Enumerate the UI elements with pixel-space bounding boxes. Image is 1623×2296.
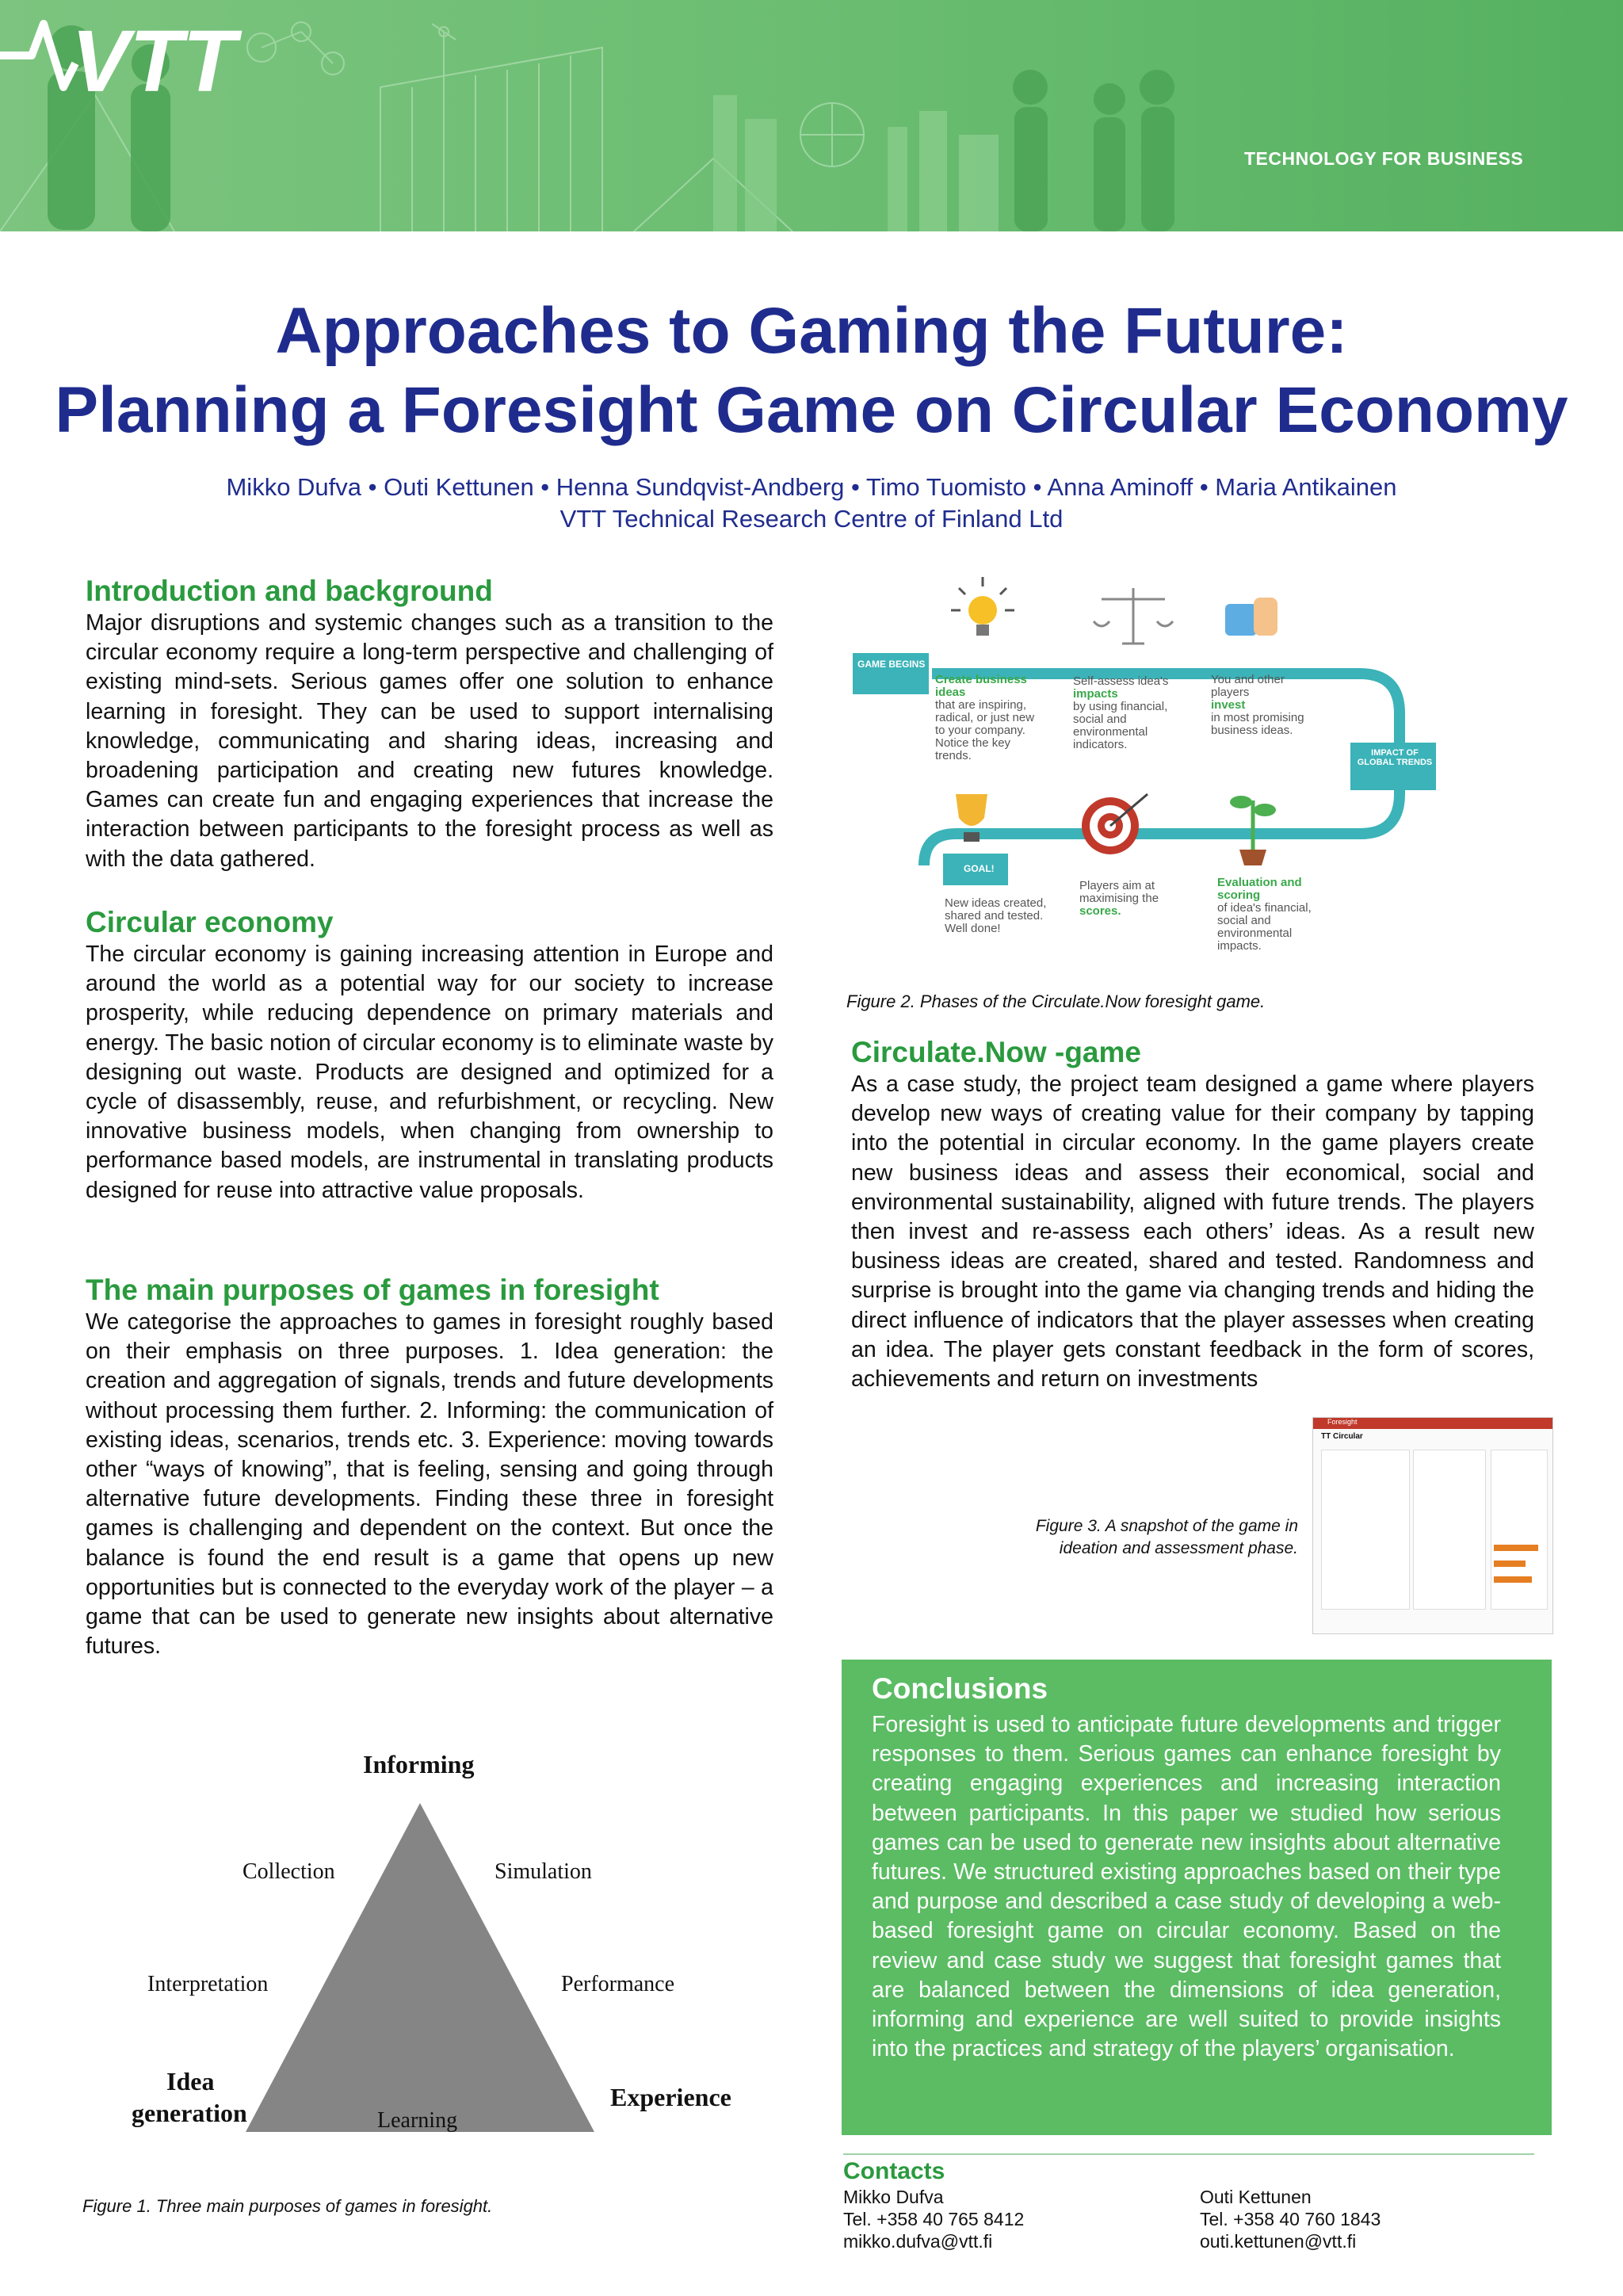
edge-learning: Learning — [377, 2108, 458, 2133]
contact-2: Outi Kettunen Tel. +358 40 760 1843 outi.kettunen@vtt.fi — [1200, 2187, 1381, 2252]
conclusions-box — [842, 1660, 1552, 2135]
vertex-experience: Experience — [610, 2083, 731, 2111]
figure3-caption: Figure 3. A snapshot of the game in ideation and assessment phase. — [1035, 1517, 1298, 1557]
goal-label: GOAL! — [964, 863, 995, 874]
step2: Self-assess idea's impacts by using financial, social and environmental indicators. — [1073, 674, 1169, 751]
svg-text:VTT: VTT — [71, 13, 236, 110]
contact-1: Mikko Dufva Tel. +358 40 765 8412 mikko.dufva@vtt.fi — [843, 2187, 1025, 2252]
affiliation: VTT Technical Research Centre of Finland Ltd — [559, 505, 1064, 533]
figure3-screenshot: Foresight TT Circular — [1312, 1417, 1553, 1634]
edge-performance: Performance — [561, 1972, 675, 1996]
step3: You and other players invest in most promising business ideas. — [1211, 673, 1304, 737]
game-heading: Circulate.Now -game — [851, 1036, 1141, 1068]
figure1-caption: Figure 1. Three main purposes of games in foresight. — [82, 2196, 493, 2216]
purposes-heading: The main purposes of games in foresight — [86, 1274, 659, 1306]
circular-heading: Circular economy — [86, 906, 334, 938]
authors: Mikko Dufva • Outi Kettunen • Henna Sundqvist-Andberg • Timo Tuomisto • Anna Aminoff • Maria Antikainen — [226, 473, 1397, 501]
edge-collection: Collection — [242, 1859, 335, 1884]
game-begins-label: GAME BEGINS — [857, 659, 926, 670]
contacts-divider — [843, 2153, 1534, 2155]
game-text: As a case study, the project team designed a game where players develop new ways of creating value for their company by tapping into the potential in circular economy. In the game players create new business ideas and assess their economical, social and environmental sustainability, aligned with future trends. The players then invest and re-assess each others’ ideas. As a result new business ideas are created, shared and tested. Randomness and surprise is brought into the game via changing trends and hiding the direct influence of indicators that the player assesses when creating an idea. The player gets constant feedback in the form of scores, achievements and return on investments — [851, 1072, 1534, 1392]
title-line-1: Approaches to Gaming the Future: — [275, 295, 1348, 367]
conclusions-heading: Conclusions — [872, 1672, 1048, 1705]
step1: Create business ideas that are inspiring, radical, or just new to your company. Notice the key trends. — [935, 673, 1035, 762]
circular-text: The circular economy is gaining increasing attention in Europe and around the world as a potential way for our society to increase prosperity, while reducing dependence on primary materials and energy. The basic notion of circular economy is to eliminate waste by designing out waste. Products are designed and optimized for a cycle of disassembly, reuse, and refurbishment, or recycling. New innovative business models, when changing from ownership to performance based models, are instrumental in translating products designed for reuse into attractive value proposals. — [86, 942, 773, 1203]
conclusions-text: Foresight is used to anticipate future developments and trigger responses to them. Serious games can enhance foresight by creating engaging experiences and increasing interaction between participants. In this paper we studied how serious games can be used to generate new insights about alternative futures. We structured existing approaches based on their type and purpose and described a case study of developing a web-based foresight game on circular economy. Based on the review and case study we suggest that foresight games that are balanced between the dimensions of idea generation, informing and experience are well suited to provide insights into the practices and strategy of the players’ organisation. — [872, 1712, 1501, 2062]
figure2-caption: Figure 2. Phases of the Circulate.Now foresight game. — [846, 991, 1266, 1011]
impact-label: IMPACT OF GLOBAL TRENDS — [1357, 748, 1433, 767]
vertex-informing: Informing — [363, 1750, 475, 1778]
header-banner — [0, 0, 1623, 231]
edge-simulation: Simulation — [495, 1859, 592, 1884]
step6: New ideas created, shared and tested. Well done! — [945, 896, 1047, 935]
edge-interpretation: Interpretation — [147, 1972, 269, 1996]
vertex-generation: generation — [132, 2099, 247, 2127]
vertex-idea: Idea — [166, 2067, 215, 2095]
tagline: TECHNOLOGY FOR BUSINESS — [1244, 148, 1524, 169]
intro-text: Major disruptions and systemic changes such as a transition to the circular economy require a long-term perspective and challenging of existing mind-sets. Serious games offer one solution to enhance learning in foresight. They can be used to support internalising knowledge, communicating and sharing ideas, increasing and broadening participation and creating new futures knowledge. Games can create fun and engaging experiences that increase the interaction between participants to the foresight process as well as with the data gathered. — [86, 610, 773, 872]
vtt-logo — [0, 0, 269, 119]
contacts-heading: Contacts — [843, 2158, 945, 2184]
purposes-text: We categorise the approaches to games in foresight roughly based on their emphasis on three purposes. 1. Idea generation: the creation and aggregation of signals, trends and future developments without processing them further. 2. Informing: the communication of existing ideas, scenarios, trends etc. 3. Experience: moving towards other “ways of knowing”, that is feeling, sensing and going through alternative future developments. Finding these three in foresight games is challenging and dependent on the context. But once the balance is found the end result is a game that opens up new opportunities but is connected to the everyday work of the player – a game that can be used to generate new insights about alternative futures. — [86, 1309, 773, 1660]
title-line-2: Planning a Foresight Game on Circular Economy — [55, 374, 1568, 446]
figure1-triangle — [238, 1795, 602, 2144]
intro-heading: Introduction and background — [86, 575, 493, 607]
step5: Players aim at maximising the scores. — [1079, 879, 1159, 918]
step4: Evaluation and scoring of idea's financial, social and environmental impacts. — [1217, 876, 1312, 953]
